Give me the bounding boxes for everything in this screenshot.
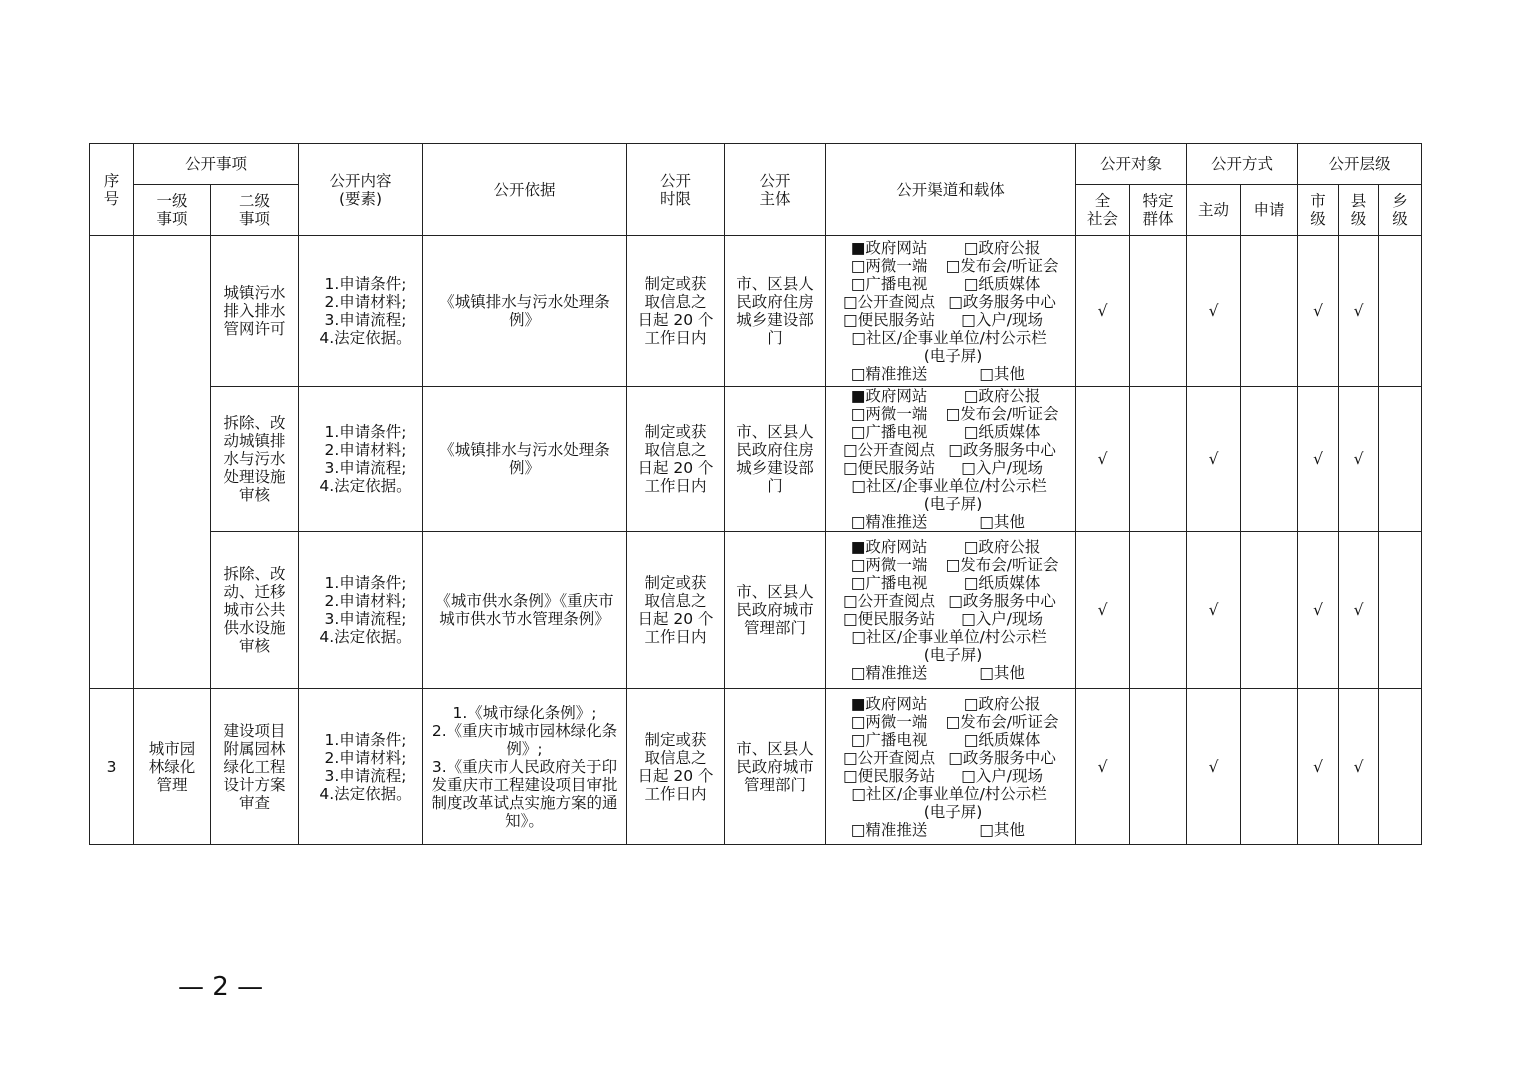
cell-method-active: √: [1187, 532, 1241, 689]
cell-subject: 市、区县人 民政府城市 管理部门: [725, 689, 826, 845]
cell-method-request: [1241, 387, 1298, 532]
table-row: [90, 689, 1422, 845]
header-seq: 序 号: [90, 144, 134, 236]
cell-target-all: √: [1076, 532, 1130, 689]
channel-list: [836, 538, 1075, 682]
cell-level-county: √: [1339, 236, 1379, 387]
channel-option: □入户/现场: [961, 459, 1043, 477]
disclosure-table: [89, 143, 1422, 845]
cell-method-active: √: [1187, 689, 1241, 845]
cell-level2: 拆除、改 动、迁移 城市公共 供水设施 审核: [211, 532, 299, 689]
channel-option: □精准推送: [850, 820, 928, 839]
cell-target-specific: [1130, 689, 1187, 845]
header-basis: 公开依据: [423, 144, 627, 236]
table-row: [90, 532, 1422, 689]
channel-option: □政务服务中心: [948, 441, 1056, 459]
channel-option: □两微一端: [850, 257, 928, 275]
header-level-county: 县 级: [1339, 185, 1379, 236]
header-method-active: 主动: [1187, 185, 1241, 236]
cell-level1: 城市园 林绿化 管理: [134, 689, 211, 845]
channel-option: ■政府网站: [850, 538, 928, 556]
channel-option: ■政府网站: [850, 694, 928, 713]
channel-option: □其他: [979, 365, 1025, 383]
channel-list: [836, 239, 1075, 383]
channel-option: □社区/企事业单位/村公示栏: [851, 477, 1047, 495]
channel-option: (电子屏): [923, 347, 983, 365]
channel-option: □广播电视: [850, 275, 928, 293]
channel-option: □公开查阅点: [842, 441, 936, 459]
cell-content: 1.申请条件; 2.申请材料; 3.申请流程; 4.法定依据。: [299, 236, 423, 387]
header-method-request: 申请: [1241, 185, 1298, 236]
cell-basis: [423, 387, 627, 532]
channel-option: □其他: [979, 820, 1025, 839]
channel-option: ■政府网站: [850, 239, 928, 257]
channel-option: □发布会/听证会: [945, 257, 1059, 275]
channel-option: □两微一端: [850, 712, 928, 731]
channel-option: □便民服务站: [842, 610, 936, 628]
cell-level-city: √: [1298, 532, 1339, 689]
header-level1: 一级 事项: [134, 185, 211, 236]
cell-level-city: √: [1298, 387, 1339, 532]
channel-option: □纸质媒体: [963, 275, 1041, 293]
cell-channel: [826, 689, 1076, 845]
cell-time-limit: 制定或获 取信息之 日起 20 个 工作日内: [627, 689, 725, 845]
header-channel: 公开渠道和载体: [826, 144, 1076, 236]
channel-option: □公开查阅点: [842, 748, 936, 767]
cell-content: 1.申请条件; 2.申请材料; 3.申请流程; 4.法定依据。: [299, 689, 423, 845]
cell-target-specific: [1130, 387, 1187, 532]
basis-item: 2.《重庆市城市园林绿化条例》;: [431, 721, 618, 758]
cell-channel: [826, 387, 1076, 532]
channel-option: □社区/企事业单位/村公示栏: [851, 329, 1047, 347]
channel-option: □精准推送: [850, 513, 928, 531]
basis-item: 1.《城市绿化条例》;: [452, 703, 597, 722]
channel-option: □公开查阅点: [842, 293, 936, 311]
cell-basis: [423, 236, 627, 387]
channel-list: [836, 695, 1075, 839]
cell-target-all: √: [1076, 236, 1130, 387]
channel-option: □便民服务站: [842, 311, 936, 329]
channel-option: □其他: [979, 664, 1025, 682]
cell-seq: 3: [90, 689, 134, 845]
cell-time-limit: 制定或获 取信息之 日起 20 个 工作日内: [627, 387, 725, 532]
cell-basis: [423, 689, 627, 845]
cell-subject: 市、区县人 民政府住房 城乡建设部 门: [725, 387, 826, 532]
channel-option: □政府公报: [963, 387, 1041, 405]
channel-option: □入户/现场: [961, 610, 1043, 628]
channel-option: □纸质媒体: [963, 423, 1041, 441]
cell-channel: [826, 236, 1076, 387]
basis-item: 3.《重庆市人民政府关于印发重庆市工程建设项目审批制度改革试点实施方案的通知》。: [431, 757, 618, 830]
header-target-group: 公开对象: [1076, 144, 1187, 185]
cell-seq: [90, 236, 134, 689]
cell-level-town: [1379, 236, 1422, 387]
cell-method-request: [1241, 689, 1298, 845]
cell-content: 1.申请条件; 2.申请材料; 3.申请流程; 4.法定依据。: [299, 532, 423, 689]
cell-level-city: √: [1298, 689, 1339, 845]
channel-option: □广播电视: [850, 574, 928, 592]
cell-level2: 建设项目 附属园林 绿化工程 设计方案 审查: [211, 689, 299, 845]
cell-target-specific: [1130, 236, 1187, 387]
channel-list: [836, 387, 1075, 531]
cell-level-county: √: [1339, 387, 1379, 532]
header-target-all: 全 社会: [1076, 185, 1130, 236]
channel-option: □广播电视: [850, 423, 928, 441]
channel-option: □入户/现场: [961, 311, 1043, 329]
basis-item: 《城镇排水与污水处理条例》: [439, 293, 610, 329]
channel-option: □政府公报: [963, 239, 1041, 257]
channel-option: □便民服务站: [842, 766, 936, 785]
cell-channel: [826, 532, 1076, 689]
cell-target-all: √: [1076, 387, 1130, 532]
cell-method-active: √: [1187, 236, 1241, 387]
channel-option: (电子屏): [923, 802, 983, 821]
channel-option: □广播电视: [850, 730, 928, 749]
channel-option: □政务服务中心: [948, 293, 1056, 311]
channel-option: □入户/现场: [961, 766, 1043, 785]
channel-option: □纸质媒体: [963, 574, 1041, 592]
cell-level-county: √: [1339, 532, 1379, 689]
header-target-specific: 特定 群体: [1130, 185, 1187, 236]
cell-level1: [134, 236, 211, 689]
table-row: [90, 236, 1422, 387]
header-method-group: 公开方式: [1187, 144, 1298, 185]
channel-option: □便民服务站: [842, 459, 936, 477]
header-item-group: 公开事项: [134, 144, 299, 185]
channel-option: □发布会/听证会: [945, 405, 1059, 423]
channel-option: □两微一端: [850, 556, 928, 574]
channel-option: □社区/企事业单位/村公示栏: [851, 628, 1047, 646]
cell-content: 1.申请条件; 2.申请材料; 3.申请流程; 4.法定依据。: [299, 387, 423, 532]
header-content: 公开内容 (要素): [299, 144, 423, 236]
cell-target-all: √: [1076, 689, 1130, 845]
channel-option: □精准推送: [850, 664, 928, 682]
cell-method-active: √: [1187, 387, 1241, 532]
cell-level2: 拆除、改 动城镇排 水与污水 处理设施 审核: [211, 387, 299, 532]
basis-item: 《城镇排水与污水处理条例》: [439, 441, 610, 477]
channel-option: □其他: [979, 513, 1025, 531]
cell-level-town: [1379, 387, 1422, 532]
cell-level-town: [1379, 689, 1422, 845]
channel-option: □两微一端: [850, 405, 928, 423]
channel-option: □政务服务中心: [948, 748, 1056, 767]
cell-time-limit: 制定或获 取信息之 日起 20 个 工作日内: [627, 532, 725, 689]
header-level-group: 公开层级: [1298, 144, 1422, 185]
cell-subject: 市、区县人 民政府住房 城乡建设部 门: [725, 236, 826, 387]
header-subject: 公开 主体: [725, 144, 826, 236]
header-level-town: 乡 级: [1379, 185, 1422, 236]
cell-basis: [423, 532, 627, 689]
header-level2: 二级 事项: [211, 185, 299, 236]
channel-option: □政府公报: [963, 694, 1041, 713]
channel-option: (电子屏): [923, 646, 983, 664]
channel-option: □发布会/听证会: [945, 556, 1059, 574]
channel-option: ■政府网站: [850, 387, 928, 405]
table-row: [90, 387, 1422, 532]
cell-subject: 市、区县人 民政府城市 管理部门: [725, 532, 826, 689]
channel-option: □政务服务中心: [948, 592, 1056, 610]
cell-method-request: [1241, 532, 1298, 689]
channel-option: □社区/企事业单位/村公示栏: [851, 784, 1047, 803]
channel-option: □公开查阅点: [842, 592, 936, 610]
cell-level-town: [1379, 532, 1422, 689]
cell-time-limit: 制定或获 取信息之 日起 20 个 工作日内: [627, 236, 725, 387]
table-body: [90, 236, 1422, 845]
basis-item: 《城市供水条例》《重庆市城市供水节水管理条例》: [435, 592, 614, 628]
cell-method-request: [1241, 236, 1298, 387]
header-time-limit: 公开 时限: [627, 144, 725, 236]
header-level-city: 市 级: [1298, 185, 1339, 236]
channel-option: (电子屏): [923, 495, 983, 513]
channel-option: □精准推送: [850, 365, 928, 383]
channel-option: □发布会/听证会: [945, 712, 1059, 731]
channel-option: □纸质媒体: [963, 730, 1041, 749]
cell-level2: 城镇污水 排入排水 管网许可: [211, 236, 299, 387]
cell-target-specific: [1130, 532, 1187, 689]
cell-level-city: √: [1298, 236, 1339, 387]
page-number: — 2 —: [178, 972, 264, 1002]
cell-level-county: √: [1339, 689, 1379, 845]
channel-option: □政府公报: [963, 538, 1041, 556]
